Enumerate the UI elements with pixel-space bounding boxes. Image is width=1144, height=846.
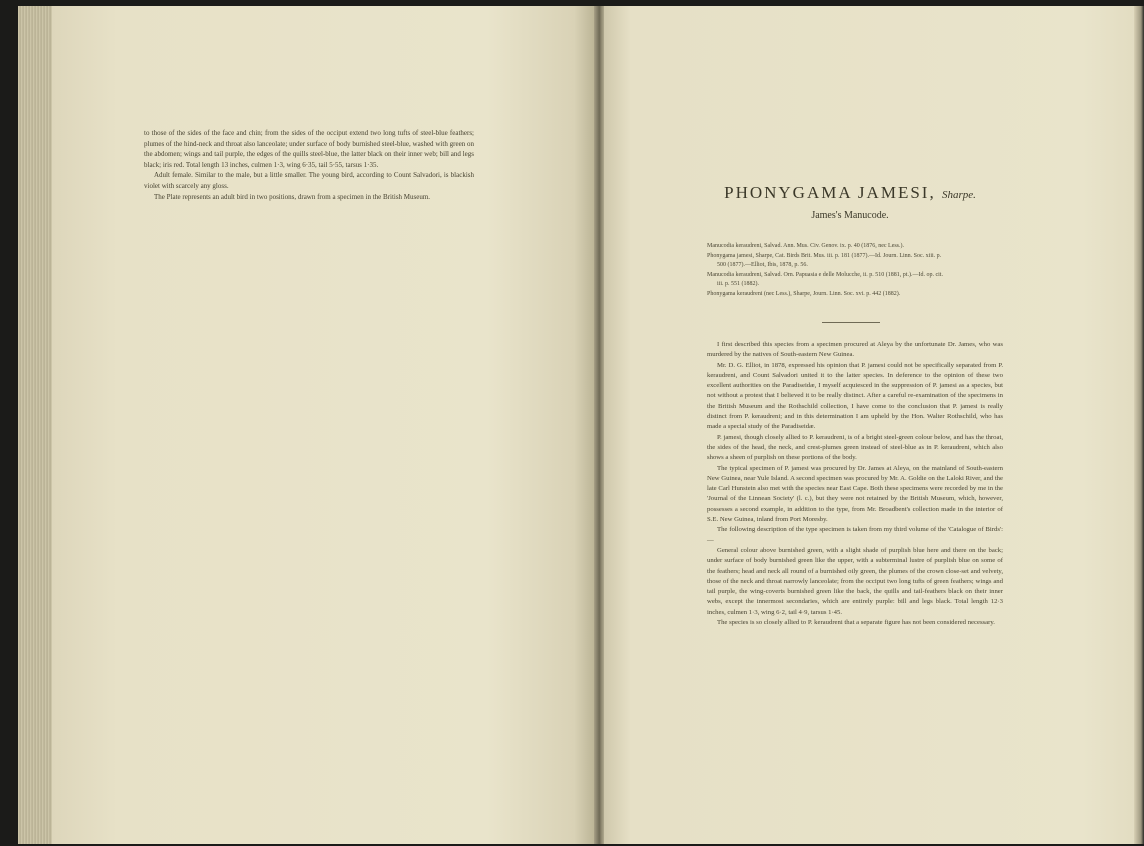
right-paragraph: General colour above burnished green, with a slight shade of purplish blue here and there on the back; under surface of body burnished green like the upper, with a subterminal lustre of purplish blue on some of the feathers; head and neck all round of a burnished oily green, the plumes of the crown close-set and velvety, those of the neck and throat narrowly lanceolate; from the occiput two long tufts of green feathers; wings and tail purple, the wing-coverts burnished green like the back, the quills and tail-feathers black on their inner webs, except the innermost secondaries, which are entirely purple: bill and legs black. Total length 12·3 inches, culmen 1·3, wing 6·2, tail 4·9, tarsus 1·45.: [707, 546, 1003, 616]
left-page-text: [144, 128, 474, 202]
species-title: [700, 183, 1000, 203]
synonymy-entry: Manucodia keraudreni, Salvad. Ann. Mus. Civ. Genov. ix. p. 40 (1876, nec Less.).: [707, 243, 905, 249]
right-paragraph: The typical specimen of P. jamesi was procured by Dr. James at Aleya, on the mainland of South-eastern New Guinea, near Yule Island. A second specimen was procured by Mr. A. Goldie on the Laloki River, and the late Carl Hunstein also met with the species near East Cape. Both these specimens were recorded by me in the 'Journal of the Linnean Society' (l. c.), but they were not retained by the British Museum, which, however, possesses a second example, in addition to the type, from Mr. Broadbent's collection made in the interior of S.E. New Guinea, inland from Port Moresby.: [707, 464, 1003, 524]
right-paragraph: Mr. D. G. Elliot, in 1878, expressed his opinion that P. jamesi could not be specifically separated from P. keraudreni, and Count Salvadori united it to the latter species. In deference to the opinion of these two excellent authorities on the Paradiseidæ, I myself acquiesced in the suppression of P. jamesi as a species, but not without a protest that I believed it to be really distinct. After a careful re-examination of the specimens in the British Museum and the Rothschild collection, I have come to the conclusion that P. jamesi is really distinct from P. keraudreni; and in this determination I am upheld by the Hon. Walter Rothschild, who has made a special study of the Paradiseidæ.: [707, 361, 1003, 431]
synonymy-entry: Manucodia keraudreni, Salvad. Orn. Papuasia e delle Molucche, ii. p. 510 (1881, pt.).—Id. op. cit. iii. p. 551 (1882).: [707, 271, 943, 287]
right-paragraph: P. jamesi, though closely allied to P. keraudreni, is of a bright steel-green colour below, and has the throat, the sides of the head, the neck, and crest-plumes green instead of steel-blue as in P. keraudreni, which also shows a sheen of purplish on these portions of the body.: [707, 433, 1003, 462]
common-name: James's Manucode.: [811, 210, 889, 221]
left-paragraph: Adult female. Similar to the male, but a little smaller. The young bird, according to Count Salvadori, is blackish violet with scarcely any gloss.: [144, 171, 474, 190]
right-page-text: [707, 340, 1003, 628]
page-edges: [18, 6, 52, 844]
right-page-edge: [1134, 6, 1144, 844]
right-paragraph: The following description of the type specimen is taken from my third volume of the 'Catalogue of Birds':—: [707, 526, 1003, 544]
synonymy-entry: Phonygama keraudreni (nec Less.), Sharpe, Journ. Linn. Soc. xvi. p. 442 (1882).: [707, 290, 901, 297]
synonymy-list: [707, 242, 947, 299]
left-paragraph: to those of the sides of the face and chin; from the sides of the occiput extend two long tufts of steel-blue feathers; plumes of the hind-neck and throat also lanceolate; under surface of body burnished steel-blue, washed with green on the abdomen; wings and tail purple, the edges of the quills steel-blue, the latter black on their inner web; bill and legs black; iris red. Total length 13 inches, culmen 1·3, wing 6·35, tail 5·55, tarsus 1·35.: [144, 129, 474, 169]
species-name: PHONYGAMA JAMESI,: [724, 183, 936, 202]
right-paragraph: I first described this species from a specimen procured at Aleya by the unfortunate Dr. James, who was murdered by the natives of South-eastern New Guinea.: [707, 341, 1003, 359]
synonymy-entry: Phonygama jamesi, Sharpe, Cat. Birds Brit. Mus. iii. p. 181 (1877).—Id. Journ. Linn. Soc. xiii. p. 500 (1877).—Elliot, Ibis, 1878, p. 56.: [707, 252, 942, 268]
right-paragraph: The species is so closely allied to P. keraudreni that a separate figure has not been considered necessary.: [717, 619, 995, 627]
left-paragraph: The Plate represents an adult bird in two positions, drawn from a specimen in the British Museum.: [154, 192, 431, 201]
species-author: Sharpe.: [941, 189, 976, 201]
section-rule: [822, 322, 880, 323]
